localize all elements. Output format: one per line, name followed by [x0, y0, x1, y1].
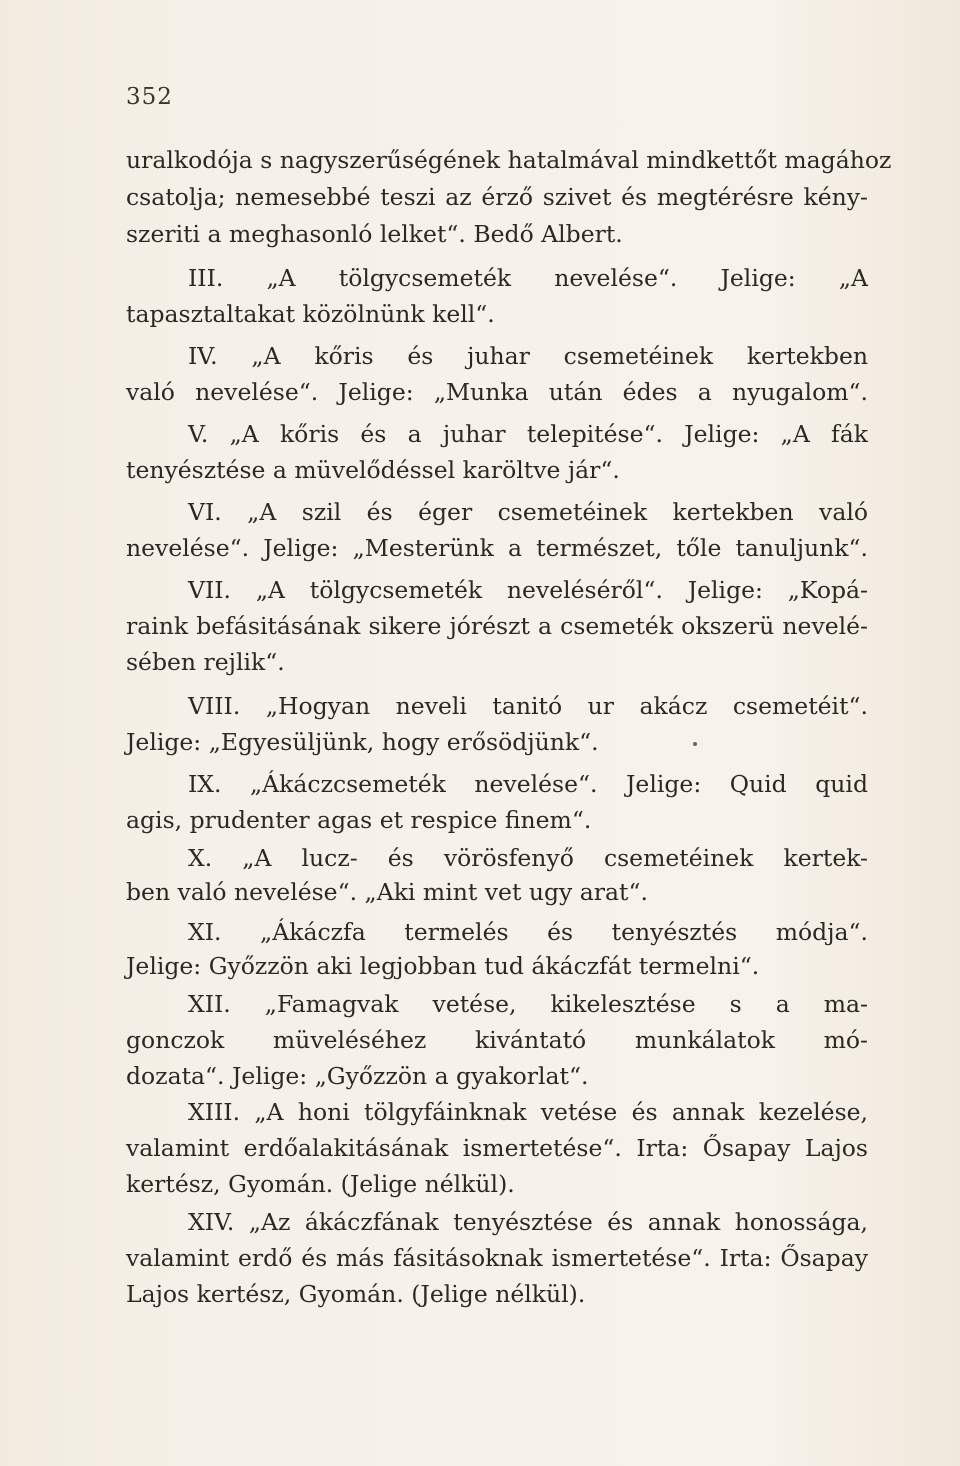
text-line: csatolja; nemesebbé teszi az érző szivet és megtérésre kény- — [126, 183, 868, 211]
list-item-heading: XI. „Ákáczfa termelés és tenyésztés módja“. — [188, 918, 868, 946]
text-line: tapasztaltakat közölnünk kell“. — [126, 300, 495, 328]
text-line: való nevelése“. Jelige: „Munka után édes a nyugalom“. — [126, 378, 868, 406]
text-line: kertész, Gyomán. (Jelige nélkül). — [126, 1170, 515, 1198]
list-item-heading: XIII. „A honi tölgyfáinknak vetése és annak kezelése, — [188, 1098, 868, 1126]
list-item-heading: III. „A tölgycsemeték nevelése“. Jelige: „A — [188, 264, 868, 292]
text-line: dozata“. Jelige: „Győzzön a gyakorlat“. — [126, 1062, 589, 1090]
list-item-heading: X. „A lucz- és vörösfenyő csemetéinek kertek- — [188, 844, 868, 872]
text-line: Jelige: „Egyesüljünk, hogy erősödjünk“. — [126, 728, 599, 756]
text-line: gonczok müveléséhez kivántató munkálatok mó- — [126, 1026, 868, 1054]
text-line: valamint erdőalakitásának ismertetése“. Irta: Ősapay Lajos — [126, 1134, 868, 1162]
text-line: agis, prudenter agas et respice finem“. — [126, 806, 592, 834]
page-number: 352 — [126, 84, 173, 110]
text-line: nevelése“. Jelige: „Mesterünk a természet, tőle tanuljunk“. — [126, 534, 868, 562]
text-line: Lajos kertész, Gyomán. (Jelige nélkül). — [126, 1280, 586, 1308]
ink-speck — [693, 742, 697, 746]
text-line: ben való nevelése“. „Aki mint vet ugy arat“. — [126, 878, 648, 906]
list-item-heading: XII. „Famagvak vetése, kikelesztése s a ma- — [188, 990, 868, 1018]
text-line: tenyésztése a müvelődéssel karöltve jár“. — [126, 456, 620, 484]
list-item-heading: VI. „A szil és éger csemetéinek kertekben való — [188, 498, 868, 526]
list-item-heading: VII. „A tölgycsemeték neveléséről“. Jelige: „Kopá- — [188, 576, 868, 604]
text-line: sében rejlik“. — [126, 648, 285, 676]
text-line: szeriti a meghasonló lelket“. Bedő Albert. — [126, 220, 623, 248]
list-item-heading: IX. „Ákáczcsemeték nevelése“. Jelige: Quid quid — [188, 770, 868, 798]
list-item-heading: XIV. „Az ákáczfának tenyésztése és annak honossága, — [188, 1208, 868, 1236]
list-item-heading: VIII. „Hogyan neveli tanitó ur akácz csemetéit“. — [188, 692, 868, 720]
text-line: Jelige: Győzzön aki legjobban tud ákáczfát termelni“. — [126, 952, 760, 980]
text-line: uralkodója s nagyszerűségének hatalmával mindkettőt magához — [126, 146, 892, 174]
list-item-heading: IV. „A kőris és juhar csemetéinek kertekben — [188, 342, 868, 370]
list-item-heading: V. „A kőris és a juhar telepitése“. Jelige: „A fák — [188, 420, 868, 448]
text-line: valamint erdő és más fásitásoknak ismertetése“. Irta: Ősapay — [126, 1244, 868, 1272]
text-line: raink befásitásának sikere jórészt a csemeték okszerü nevelé- — [126, 612, 868, 640]
